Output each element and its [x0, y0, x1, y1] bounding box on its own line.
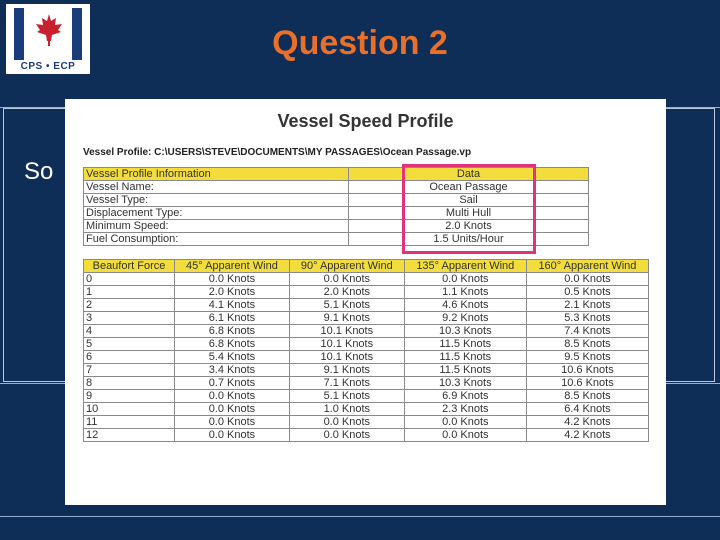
slide-title: Question 2	[272, 24, 448, 62]
speed-cell: 5.1 Knots	[289, 390, 404, 403]
speed-cell: 0.0 Knots	[175, 390, 290, 403]
speed-cell: 0.0 Knots	[404, 273, 526, 286]
info-value: Multi Hull	[349, 207, 589, 220]
speed-cell: 10.6 Knots	[526, 377, 648, 390]
info-label: Vessel Name:	[84, 181, 349, 194]
data-highlight-box	[402, 164, 536, 254]
speed-cell: 4.6 Knots	[404, 299, 526, 312]
document-title: Vessel Speed Profile	[277, 111, 454, 131]
speed-cell: 6.8 Knots	[175, 325, 290, 338]
speed-cell: 9.2 Knots	[404, 312, 526, 325]
speed-header-cell: 90° Apparent Wind	[289, 260, 404, 273]
speed-cell: 0.0 Knots	[404, 416, 526, 429]
beaufort-force-cell: 4	[84, 325, 175, 338]
speed-cell: 0.5 Knots	[526, 286, 648, 299]
speed-row	[84, 325, 649, 338]
speed-row	[84, 364, 649, 377]
beaufort-force-cell: 0	[84, 273, 175, 286]
info-header-cell: Data	[349, 168, 589, 181]
speed-cell: 9.1 Knots	[289, 364, 404, 377]
logo-text: CPS • ECP	[20, 61, 76, 72]
speed-row	[84, 403, 649, 416]
speed-cell: 0.0 Knots	[175, 416, 290, 429]
speed-table	[83, 259, 649, 442]
speed-header-cell: Beaufort Force	[84, 260, 175, 273]
speed-row	[84, 416, 649, 429]
speed-cell: 4.2 Knots	[526, 416, 648, 429]
speed-cell: 11.5 Knots	[404, 364, 526, 377]
speed-cell: 0.0 Knots	[289, 273, 404, 286]
info-label: Vessel Type:	[84, 194, 349, 207]
beaufort-force-cell: 1	[84, 286, 175, 299]
speed-cell: 0.0 Knots	[526, 273, 648, 286]
speed-cell: 1.1 Knots	[404, 286, 526, 299]
vessel-speed-profile-document	[65, 99, 666, 505]
speed-cell: 5.4 Knots	[175, 351, 290, 364]
speed-cell: 0.0 Knots	[175, 429, 290, 442]
beaufort-force-cell: 9	[84, 390, 175, 403]
speed-header-row	[84, 260, 649, 273]
beaufort-force-cell: 5	[84, 338, 175, 351]
speed-cell: 10.3 Knots	[404, 325, 526, 338]
beaufort-force-cell: 3	[84, 312, 175, 325]
speed-cell: 7.4 Knots	[526, 325, 648, 338]
beaufort-force-cell: 8	[84, 377, 175, 390]
speed-cell: 0.0 Knots	[175, 403, 290, 416]
speed-cell: 6.9 Knots	[404, 390, 526, 403]
info-header-cell: Vessel Profile Information	[84, 168, 349, 181]
speed-cell: 9.1 Knots	[289, 312, 404, 325]
speed-cell: 2.0 Knots	[175, 286, 290, 299]
speed-cell: 3.4 Knots	[175, 364, 290, 377]
speed-cell: 5.3 Knots	[526, 312, 648, 325]
speed-cell: 7.1 Knots	[289, 377, 404, 390]
speed-cell: 11.5 Knots	[404, 351, 526, 364]
speed-cell: 10.1 Knots	[289, 351, 404, 364]
speed-row	[84, 273, 649, 286]
beaufort-force-cell: 11	[84, 416, 175, 429]
speed-header-cell: 135° Apparent Wind	[404, 260, 526, 273]
beaufort-force-cell: 6	[84, 351, 175, 364]
speed-cell: 4.1 Knots	[175, 299, 290, 312]
speed-cell: 5.1 Knots	[289, 299, 404, 312]
info-value: Ocean Passage	[349, 181, 589, 194]
info-value: Sail	[349, 194, 589, 207]
speed-cell: 6.4 Knots	[526, 403, 648, 416]
speed-row	[84, 286, 649, 299]
speed-row	[84, 377, 649, 390]
speed-cell: 4.2 Knots	[526, 429, 648, 442]
speed-cell: 10.1 Knots	[289, 325, 404, 338]
speed-row	[84, 390, 649, 403]
speed-cell: 1.0 Knots	[289, 403, 404, 416]
vessel-profile-path: Vessel Profile: C:\USERS\STEVE\DOCUMENTS\MY PASSAGES\Ocean Passage.vp	[83, 147, 472, 158]
speed-cell: 6.1 Knots	[175, 312, 290, 325]
speed-cell: 8.5 Knots	[526, 338, 648, 351]
speed-cell: 0.7 Knots	[175, 377, 290, 390]
speed-row	[84, 312, 649, 325]
speed-header-cell: 45° Apparent Wind	[175, 260, 290, 273]
beaufort-force-cell: 7	[84, 364, 175, 377]
speed-row	[84, 351, 649, 364]
speed-row	[84, 299, 649, 312]
speed-cell: 2.3 Knots	[404, 403, 526, 416]
speed-row	[84, 338, 649, 351]
speed-cell: 11.5 Knots	[404, 338, 526, 351]
speed-cell: 0.0 Knots	[404, 429, 526, 442]
body-text: So	[24, 158, 54, 185]
footer-divider	[0, 516, 720, 517]
speed-cell: 0.0 Knots	[289, 429, 404, 442]
speed-cell: 10.3 Knots	[404, 377, 526, 390]
info-label: Minimum Speed:	[84, 220, 349, 233]
beaufort-force-cell: 10	[84, 403, 175, 416]
speed-cell: 0.0 Knots	[175, 273, 290, 286]
speed-row	[84, 429, 649, 442]
info-label: Fuel Consumption:	[84, 233, 349, 246]
info-value: 2.0 Knots	[349, 220, 589, 233]
speed-cell: 8.5 Knots	[526, 390, 648, 403]
info-value: 1.5 Units/Hour	[349, 233, 589, 246]
info-label: Displacement Type:	[84, 207, 349, 220]
speed-cell: 6.8 Knots	[175, 338, 290, 351]
speed-cell: 0.0 Knots	[289, 416, 404, 429]
speed-cell: 2.0 Knots	[289, 286, 404, 299]
speed-cell: 10.1 Knots	[289, 338, 404, 351]
beaufort-force-cell: 12	[84, 429, 175, 442]
speed-cell: 10.6 Knots	[526, 364, 648, 377]
speed-cell: 2.1 Knots	[526, 299, 648, 312]
speed-header-cell: 160° Apparent Wind	[526, 260, 648, 273]
beaufort-force-cell: 2	[84, 299, 175, 312]
speed-cell: 9.5 Knots	[526, 351, 648, 364]
